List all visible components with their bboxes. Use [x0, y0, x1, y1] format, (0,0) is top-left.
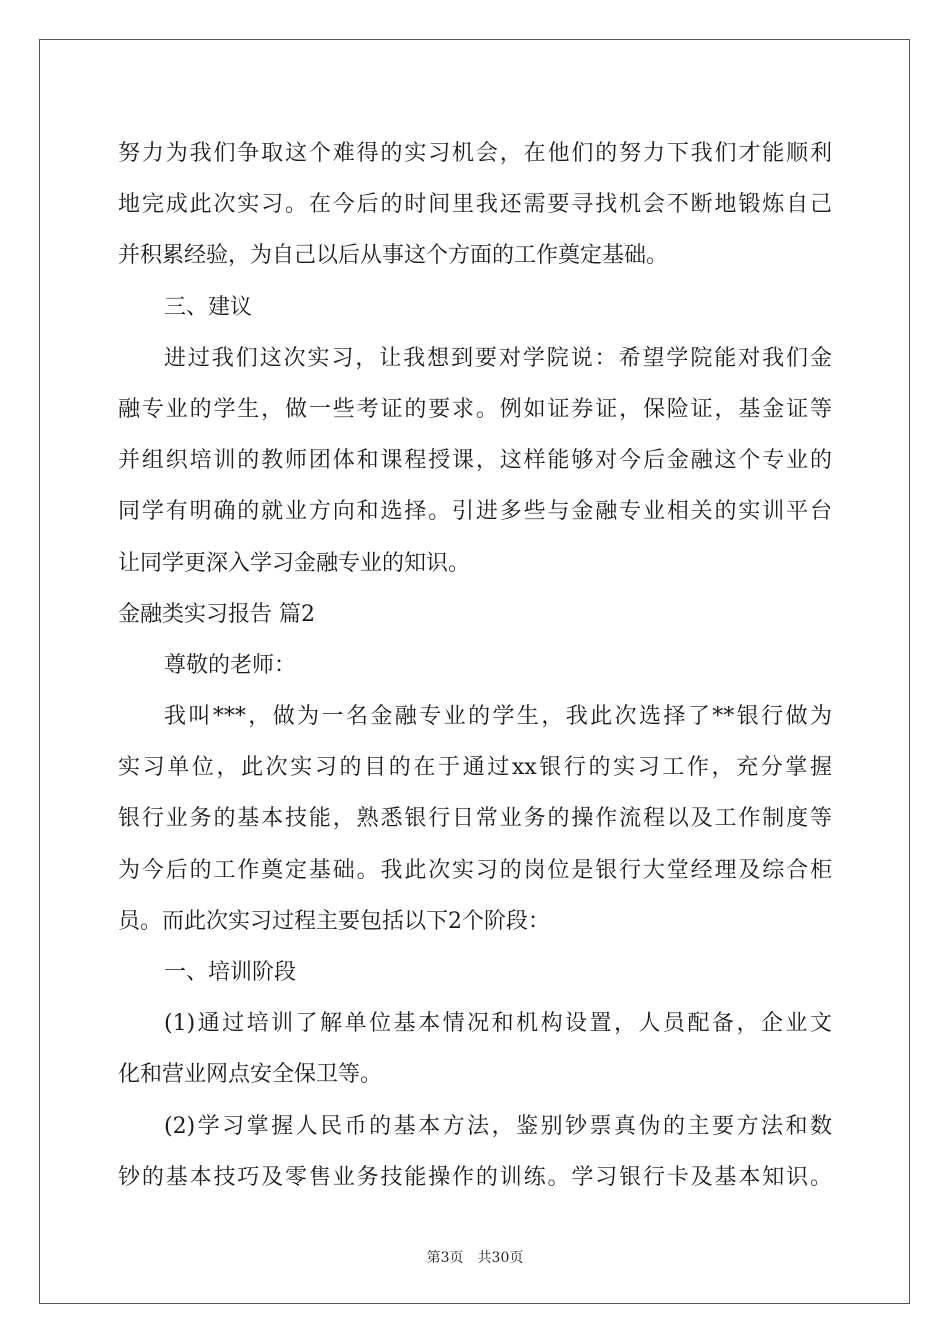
list-item-line: (2)学习掌握人民币的基本方法，鉴别钞票真伪的主要方法和数 [164, 1113, 832, 1139]
page-total: 共30页 [477, 1250, 524, 1266]
article-title: 金融类实习报告 篇2 [118, 601, 315, 627]
paragraph-line: 实习单位，此次实习的目的在于通过xx银行的实习工作，充分掌握 [118, 755, 832, 781]
section-heading: 三、建议 [164, 294, 253, 320]
list-item-line: 化和营业网点安全保卫等。 [118, 1062, 383, 1088]
document-body [118, 128, 832, 1203]
list-item-line: (1)通过培训了解单位基本情况和机构设置，人员配备，企业文 [164, 1011, 832, 1037]
paragraph-line: 员。而此次实习过程主要包括以下2个阶段： [118, 908, 550, 934]
salutation: 尊敬的老师： [164, 652, 297, 678]
paragraph-line: 努力为我们争取这个难得的实习机会，在他们的努力下我们才能顺利 [118, 141, 832, 166]
page-footer [0, 1247, 950, 1267]
paragraph-line: 让同学更深入学习金融专业的知识。 [118, 550, 471, 576]
paragraph-line: 进过我们这次实习，让我想到要对学院说：希望学院能对我们金 [164, 345, 832, 371]
list-item-line: 钞的基本技巧及零售业务技能操作的训练。学习银行卡及基本知识。 [118, 1164, 832, 1190]
paragraph-line: 融专业的学生，做一些考证的要求。例如证券证，保险证，基金证等 [118, 396, 832, 422]
paragraph-line: 地完成此次实习。在今后的时间里我还需要寻找机会不断地锻炼自己 [118, 192, 832, 218]
paragraph-line: 为今后的工作奠定基础。我此次实习的岗位是银行大堂经理及综合柜 [118, 857, 832, 883]
page-number: 第3页 [426, 1250, 464, 1266]
paragraph-line: 我叫***，做为一名金融专业的学生，我此次选择了**银行做为 [164, 704, 832, 730]
paragraph-line: 银行业务的基本技能，熟悉银行日常业务的操作流程以及工作制度等 [118, 806, 832, 832]
paragraph-line: 同学有明确的就业方向和选择。引进多些与金融专业相关的实训平台 [118, 499, 832, 525]
paragraph-line: 并积累经验，为自己以后从事这个方面的工作奠定基础。 [118, 243, 669, 269]
section-heading: 一、培训阶段 [164, 960, 297, 985]
paragraph-line: 并组织培训的教师团体和课程授课，这样能够对今后金融这个专业的 [118, 448, 832, 474]
